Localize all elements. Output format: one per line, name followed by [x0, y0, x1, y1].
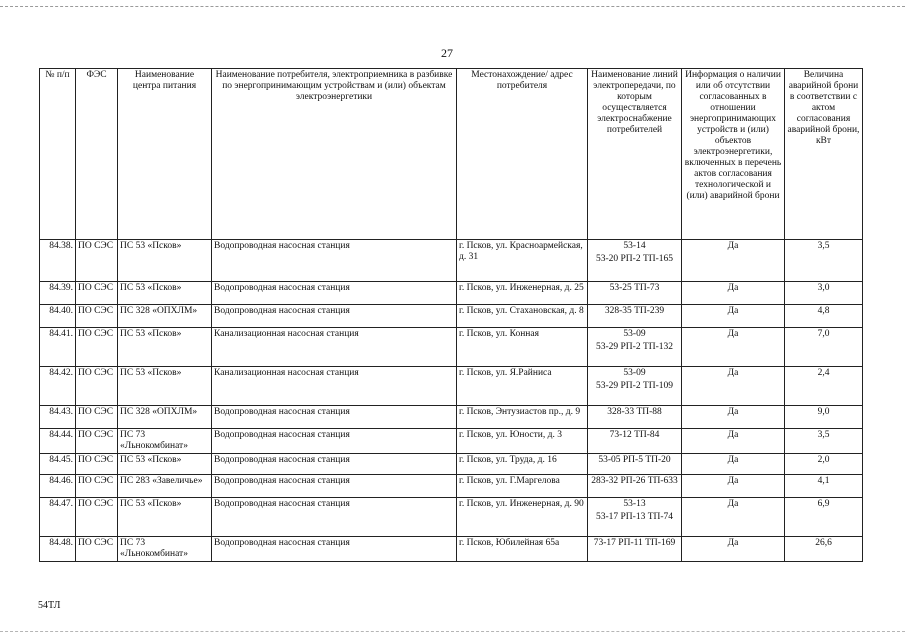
- agreement-info-cell: Да: [682, 429, 785, 454]
- power-line-entry: 53-20 РП-2 ТП-165: [595, 254, 674, 264]
- agreement-info-cell: Да: [682, 240, 785, 282]
- power-center-cell: ПС 53 «Псков»: [118, 454, 212, 475]
- reserve-kw-cell: 7,0: [785, 328, 863, 367]
- power-center-cell: ПС 328 «ОПХЛМ»: [118, 406, 212, 429]
- power-center-cell: ПС 53 «Псков»: [118, 282, 212, 305]
- power-center-cell: ПС 53 «Псков»: [118, 240, 212, 282]
- agreement-info-cell: Да: [682, 454, 785, 475]
- fes-cell: ПО СЭС: [76, 498, 118, 537]
- power-center-cell: ПС 53 «Псков»: [118, 367, 212, 406]
- address-cell: г. Псков, ул. Г.Маргелова: [457, 475, 588, 498]
- reserve-kw-cell: 4,8: [785, 305, 863, 328]
- power-line-entry: 328-35 ТП-239: [604, 306, 665, 316]
- power-lines-cell: [588, 454, 682, 475]
- power-lines-cell: [588, 240, 682, 282]
- power-lines-cell: [588, 406, 682, 429]
- agreement-info-cell: Да: [682, 498, 785, 537]
- power-line-entry: 53-13: [623, 499, 646, 509]
- table-row: [40, 406, 863, 429]
- table-row: [40, 240, 863, 282]
- address-cell: г. Псков, ул. Труда, д. 16: [457, 454, 588, 475]
- power-lines-cell: [588, 367, 682, 406]
- fes-cell: ПО СЭС: [76, 406, 118, 429]
- consumer-cell: Водопроводная насосная станция: [212, 240, 457, 282]
- row-number-cell: 84.42.: [40, 367, 76, 406]
- col-header-lines: Наименование линий электропередачи, по которым осуществляется электроснабжение потребителей: [588, 69, 682, 240]
- power-center-cell: ПС 53 «Псков»: [118, 498, 212, 537]
- table-row: [40, 537, 863, 562]
- footer-code: 54ТЛ: [38, 600, 61, 611]
- col-header-info: Информация о наличии или об отсутствии согласованных в отношении энергопринимающих устройств и (или) объектов электроэнергетики, включенных в перечень актов согласования технологической и (или) аварийной брони: [682, 69, 785, 240]
- col-header-consumer: Наименование потребителя, электроприемника в разбивке по энергопринимающим устройствам и (или) объектам электроэнергетики: [212, 69, 457, 240]
- consumer-cell: Водопроводная насосная станция: [212, 537, 457, 562]
- address-cell: г. Псков, ул. Инженерная, д. 25: [457, 282, 588, 305]
- fes-cell: ПО СЭС: [76, 475, 118, 498]
- reserve-kw-cell: 3,5: [785, 429, 863, 454]
- power-line-entry: 53-09: [623, 329, 646, 339]
- table-header-row: [40, 69, 863, 240]
- address-cell: г. Псков, ул. Юности, д. 3: [457, 429, 588, 454]
- power-lines-cell: [588, 475, 682, 498]
- fes-cell: ПО СЭС: [76, 328, 118, 367]
- emergency-reserve-table: [39, 68, 863, 562]
- agreement-info-cell: Да: [682, 406, 785, 429]
- reserve-kw-cell: 9,0: [785, 406, 863, 429]
- table-row: [40, 282, 863, 305]
- address-cell: г. Псков, ул. Инженерная, д. 90: [457, 498, 588, 537]
- scan-bottom-edge: [0, 631, 905, 632]
- power-lines-cell: [588, 328, 682, 367]
- table-body: [40, 240, 863, 562]
- row-number-cell: 84.44.: [40, 429, 76, 454]
- row-number-cell: 84.41.: [40, 328, 76, 367]
- fes-cell: ПО СЭС: [76, 282, 118, 305]
- table-row: [40, 305, 863, 328]
- power-line-entry: 73-17 РП-11 ТП-169: [593, 538, 676, 548]
- power-center-cell: ПС 283 «Завеличье»: [118, 475, 212, 498]
- power-center-cell: ПС 73 «Льнокомбинат»: [118, 429, 212, 454]
- power-line-entry: 328-33 ТП-88: [607, 407, 662, 417]
- agreement-info-cell: Да: [682, 367, 785, 406]
- power-line-entry: 53-05 РП-5 ТП-20: [598, 455, 671, 465]
- power-lines-cell: [588, 305, 682, 328]
- power-line-entry: 53-09: [623, 368, 646, 378]
- power-line-entry: 53-29 РП-2 ТП-109: [595, 381, 674, 391]
- agreement-info-cell: Да: [682, 328, 785, 367]
- power-line-entry: 53-29 РП-2 ТП-132: [595, 342, 674, 352]
- power-line-entry: 53-14: [623, 241, 646, 251]
- table-row: [40, 475, 863, 498]
- address-cell: г. Псков, Юбилейная 65а: [457, 537, 588, 562]
- table-row: [40, 328, 863, 367]
- consumer-cell: Водопроводная насосная станция: [212, 305, 457, 328]
- power-center-cell: ПС 328 «ОПХЛМ»: [118, 305, 212, 328]
- power-lines-cell: [588, 537, 682, 562]
- fes-cell: ПО СЭС: [76, 537, 118, 562]
- power-lines-cell: [588, 282, 682, 305]
- agreement-info-cell: Да: [682, 305, 785, 328]
- row-number-cell: 84.38.: [40, 240, 76, 282]
- row-number-cell: 84.48.: [40, 537, 76, 562]
- col-header-kw: Величина аварийной брони в соответствии с актом согласования аварийной брони, кВт: [785, 69, 863, 240]
- power-center-cell: ПС 53 «Псков»: [118, 328, 212, 367]
- reserve-kw-cell: 4,1: [785, 475, 863, 498]
- reserve-kw-cell: 2,4: [785, 367, 863, 406]
- col-header-address: Местонахождение/ адрес потребителя: [457, 69, 588, 240]
- reserve-kw-cell: 6,9: [785, 498, 863, 537]
- power-line-entry: 283-32 РП-26 ТП-633: [591, 476, 678, 486]
- power-lines-cell: [588, 429, 682, 454]
- agreement-info-cell: Да: [682, 282, 785, 305]
- consumer-cell: Водопроводная насосная станция: [212, 475, 457, 498]
- row-number-cell: 84.43.: [40, 406, 76, 429]
- fes-cell: ПО СЭС: [76, 305, 118, 328]
- table-row: [40, 498, 863, 537]
- consumer-cell: Канализационная насосная станция: [212, 367, 457, 406]
- row-number-cell: 84.46.: [40, 475, 76, 498]
- table-row: [40, 454, 863, 475]
- row-number-cell: 84.40.: [40, 305, 76, 328]
- table-row: [40, 429, 863, 454]
- consumer-cell: Водопроводная насосная станция: [212, 454, 457, 475]
- table-row: [40, 367, 863, 406]
- reserve-kw-cell: 26,6: [785, 537, 863, 562]
- power-line-entry: 53-25 ТП-73: [609, 283, 660, 293]
- scan-top-edge: [0, 6, 905, 7]
- fes-cell: ПО СЭС: [76, 429, 118, 454]
- power-line-entry: 73-12 ТП-84: [609, 430, 660, 440]
- address-cell: г. Псков, ул. Красноармейская, д. 31: [457, 240, 588, 282]
- consumer-cell: Водопроводная насосная станция: [212, 498, 457, 537]
- reserve-kw-cell: 3,0: [785, 282, 863, 305]
- power-center-cell: ПС 73 «Льнокомбинат»: [118, 537, 212, 562]
- address-cell: г. Псков, ул. Я.Райниса: [457, 367, 588, 406]
- col-header-center: Наименование центра питания: [118, 69, 212, 240]
- agreement-info-cell: Да: [682, 475, 785, 498]
- fes-cell: ПО СЭС: [76, 454, 118, 475]
- power-lines-cell: [588, 498, 682, 537]
- address-cell: г. Псков, ул. Конная: [457, 328, 588, 367]
- consumer-cell: Водопроводная насосная станция: [212, 406, 457, 429]
- fes-cell: ПО СЭС: [76, 240, 118, 282]
- power-line-entry: 53-17 РП-13 ТП-74: [595, 512, 674, 522]
- col-header-num: № п/п: [40, 69, 76, 240]
- row-number-cell: 84.39.: [40, 282, 76, 305]
- row-number-cell: 84.47.: [40, 498, 76, 537]
- fes-cell: ПО СЭС: [76, 367, 118, 406]
- page-number: 27: [441, 46, 453, 60]
- row-number-cell: 84.45.: [40, 454, 76, 475]
- consumer-cell: Водопроводная насосная станция: [212, 429, 457, 454]
- address-cell: г. Псков, ул. Стахановская, д. 8: [457, 305, 588, 328]
- reserve-kw-cell: 2,0: [785, 454, 863, 475]
- consumer-cell: Водопроводная насосная станция: [212, 282, 457, 305]
- agreement-info-cell: Да: [682, 537, 785, 562]
- consumer-cell: Канализационная насосная станция: [212, 328, 457, 367]
- col-header-fes: ФЭС: [76, 69, 118, 240]
- address-cell: г. Псков, Энтузиастов пр., д. 9: [457, 406, 588, 429]
- reserve-kw-cell: 3,5: [785, 240, 863, 282]
